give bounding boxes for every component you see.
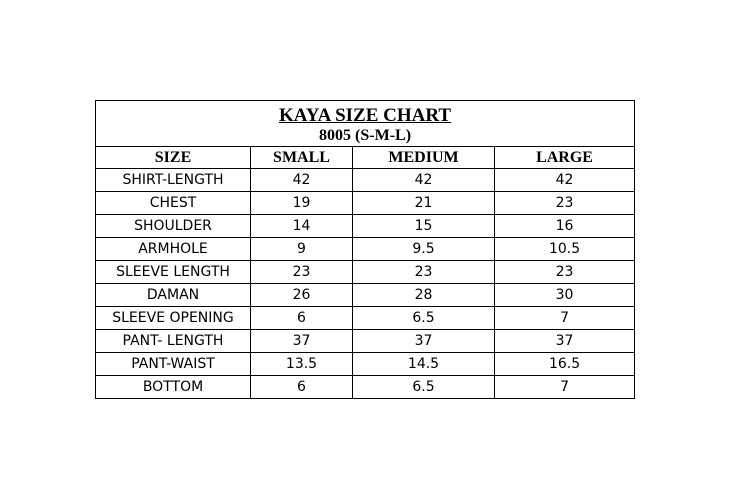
table-row [96,169,635,192]
large-value: 37 [495,330,635,353]
medium-value: 28 [353,284,495,307]
table-row [96,376,635,399]
measurement-label: ARMHOLE [96,238,251,261]
measurement-label: BOTTOM [96,376,251,399]
large-value: 42 [495,169,635,192]
column-header-size: SIZE [96,147,251,169]
medium-value: 9.5 [353,238,495,261]
large-value: 7 [495,307,635,330]
measurement-label: SHOULDER [96,215,251,238]
large-value: 10.5 [495,238,635,261]
large-value: 16 [495,215,635,238]
chart-subtitle: 8005 (S-M-L) [319,126,412,144]
small-value: 23 [251,261,353,284]
table-row [96,307,635,330]
small-value: 14 [251,215,353,238]
table-row [96,284,635,307]
small-value: 13.5 [251,353,353,376]
small-value: 37 [251,330,353,353]
table-row [96,238,635,261]
size-chart-table [95,100,635,399]
measurement-label: PANT-WAIST [96,353,251,376]
medium-value: 6.5 [353,376,495,399]
measurement-label: CHEST [96,192,251,215]
column-header-small: SMALL [251,147,353,169]
large-value: 23 [495,192,635,215]
chart-title: KAYA SIZE CHART [278,104,452,126]
large-value: 23 [495,261,635,284]
column-header-large: LARGE [495,147,635,169]
medium-value: 37 [353,330,495,353]
table-row [96,353,635,376]
chart-header [96,101,635,147]
small-value: 42 [251,169,353,192]
measurement-label: PANT- LENGTH [96,330,251,353]
measurement-label: DAMAN [96,284,251,307]
large-value: 16.5 [495,353,635,376]
medium-value: 6.5 [353,307,495,330]
table-row [96,192,635,215]
large-value: 7 [495,376,635,399]
medium-value: 21 [353,192,495,215]
table-row [96,330,635,353]
medium-value: 14.5 [353,353,495,376]
small-value: 26 [251,284,353,307]
medium-value: 15 [353,215,495,238]
small-value: 6 [251,307,353,330]
table-row [96,261,635,284]
measurement-label: SLEEVE OPENING [96,307,251,330]
medium-value: 23 [353,261,495,284]
measurement-label: SHIRT-LENGTH [96,169,251,192]
measurement-label: SLEEVE LENGTH [96,261,251,284]
small-value: 19 [251,192,353,215]
small-value: 6 [251,376,353,399]
large-value: 30 [495,284,635,307]
column-header-medium: MEDIUM [353,147,495,169]
table-row [96,215,635,238]
column-header-row [96,147,635,169]
medium-value: 42 [353,169,495,192]
small-value: 9 [251,238,353,261]
